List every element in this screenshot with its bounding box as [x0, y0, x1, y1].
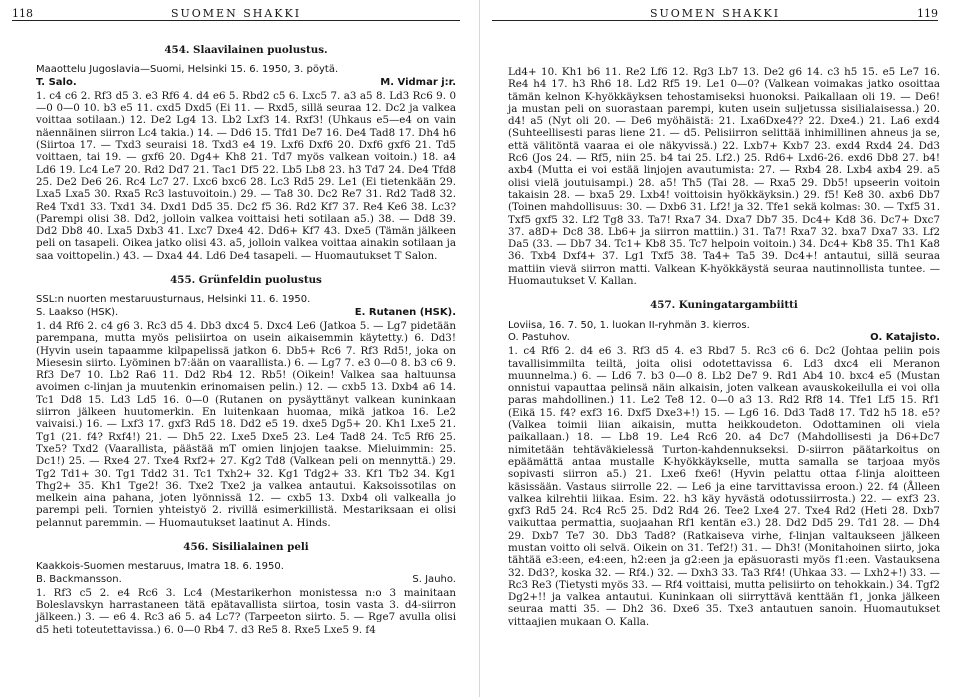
game-players — [36, 307, 456, 319]
black-player: E. Rutanen (HSK). — [354, 306, 456, 318]
game-moves: 1. Rf3 c5 2. e4 Rc6 3. Lc4 (Mestarikerhon monistessa n:o 3 mainitaan Boleslavskyn harrastaneen tätä epätavallista siirtoa, tosin vasta 3. d4-siirron jälkeen.) 3. — e6 4. Rc3 a6 5. a4 Lc7? (Tarpeeton siirto. 5. — Rge7 avulla olisi d5 heti toteutettavissa.) 6. 0—0 Rb4 7. d3 Re5 8. Rxe5 Lxe5 9. f4 — [36, 586, 456, 636]
text-column — [508, 66, 940, 640]
page-number: 118 — [12, 7, 33, 20]
white-player: T. Salo. — [36, 76, 77, 88]
game-title: 457. Kuningatargambiitti — [650, 299, 798, 312]
game-event: Kaakkois-Suomen mestaruus, Imatra 18. 6. 1950. — [36, 561, 284, 573]
game-title: 454. Slaavilainen puolustus. — [164, 44, 328, 56]
white-player: O. Pastuhov. — [508, 331, 570, 343]
game-moves: 1. c4 c6 2. Rf3 d5 3. e3 Rf6 4. d4 e6 5. Rbd2 c5 6. Lxc5 7. a3 a5 8. Ld3 Rc6 9. 0—0 0—0 10. b3 e5 11. cxd5 Dxd5 (Ei 11. — Rxd5, sillä seuraa 12. Dc2 ja valkea voittaa sotilaan.) 12. De2 Lg4 13. Lb2 Lxf3 14. Rxf3! (Uhkaus e5—e4 on vain näennäinen siirron Lc4 takia.) 14. — Dd6 15. Tfd1 De7 16. De4 Tad8 17. Dh4 h6 (Siirtoa 17. — Txd3 seuraisi 18. Txd3 e4 19. Lxf6 Dxf6 20. Dxf6 gxf6 21. Td5 voittaen, tai 19. — gxf6 20. Dg4+ Kh8 21. Td7 myös valkean voitoin.) 18. a4 Ld6 19. Lc4 Le7 20. Rd2 Dd7 21. Tac1 Df5 22. Lb5 Lb8 23. h3 Td7 24. De4 Tfd8 25. De2 De6 26. Rc4 Lc7 27. Lxc6 bxc6 28. Lc3 Rd5 29. Le1 (Ei tietenkään 29. Lxa5 Lxa5 30. Rxa5 Rc3 lastuvoitoin.) 29. — Ta8 30. Dc2 Re7 31. Rd2 Tad8 32. Re4 Txd1 33. Txd1 34. Dxd1 Dd5 35. Dc2 f5 36. Rd2 Kf7 37. Re4 Ke6 38. Lc3? (Parempi olisi 38. Dd2, jolloin valkea voittaisi heti sotilaan a5.) 38. — Dd8 39. Dd2 Db8 40. Lxa5 Dxb3 41. Lxc7 Dxe4 42. Dd6+ Kf7 43. Dxe5 (Tämän jälkeen peli on tasapeli. Oikea jatko olisi 43. a5, jolloin valkea voittaa ainakin sotilaan ja saa voittopelin.) 43. — Dxa4 44. Ld6 De4 tasapeli. — Huomautukset T Salon. — [36, 89, 456, 262]
right-page — [480, 0, 960, 697]
game-players — [36, 77, 456, 89]
game-456 — [36, 541, 456, 636]
game-event: Loviisa, 16. 7. 50, 1. luokan II-ryhmän 3. kierros. — [508, 319, 750, 331]
game-454 — [36, 44, 456, 262]
game-moves: 1. c4 Rf6 2. d4 e6 3. Rf3 d5 4. e3 Rbd7 5. Rc3 c6 6. Dc2 (Johtaa peliin pois tavallisimmilta teiltä, joita olisi odotettavissa 6. Ld3 dxc4 eli Meranon muunnelma.) 6. — Ld6 7. b3 0—0 8. Lb2 De7 9. Rd1 Ab4 10. bxc4 e5 (Mustan onnistui vapauttaa pelinsä näin alkaisin, joten valkean avauskokeilulla ei voi olla paras mahdollinen.) 11. Le2 Te8 12. 0—0 a3 13. Rd2 Rf8 14. Tfe1 Lf5 15. Rf1 (Eikä 15. f4? exf3 16. Dxf5 Dxe3+!) 15. — Lg6 16. Dd3 Tad8 17. Td2 h5 18. e5? (Valkea toimii liian aikaisin, mutta heikkoudeton. Odottaminen oli viela paikallaan.) 18. — Lb8 19. Le4 Rc6 20. a4 Dc7 (Mahdollisesti ja D6+Dc7 nimitetään tehtäväkielessä Turton-kahdennukseksi. D-siirron päätarkoitus on epäämättä antaa mustalle K-hyökkäykselle, mutta samalla se tarjoaa myös sopivasti siirron a5.) 21. Lxe6 fxe6! (Hyvin pelattu ottaa f-linja aloitteen käsissään. Vastaus siirrolle 22. — Le6 ja eine tarvittavissa eroon.) 22. f4 (Ålleen valkea kilrehtii liikaa. Esim. 22. h3 käy hyvästä odotussiirrosta.) 22. — exf3 23. gxf3 Rd5 24. Rc4 Rc5 25. Dd2 Rd4 26. Tee2 Lxe4 27. Txe4 Rd2 (Heti 28. Dxb7 vaikuttaa permattia, suojaahan Rf1 kentän e3.) 28. Dd2 Dd5 29. Td1 28. — Dh4 29. Dxb7 Te7 30. Db3 Tad8? (Ratkaiseva virhe, f-linjan valtaukseen jälkeen mustan voitto oli selvä. Oikein on 31. Tef2!) 31. — Dh3! (Monitahoinen siirto, joka tähtää e3:een, e4:een, h2:een ja g2:een ja epäsuorasti myös f1:een. Vastauksena 32. Dd3?, koska 32. — Rf4.) 32. — Dxh3 33. Ta3 Rf4! (Uhkaa 33. — Lxh2+!) 33. — Rc3 Re3 (Tietysti myös 33. — Rf4 voittaisi, mutta pelisiirto on tehokkain.) 34. Tgf2 Dg2+!! ja valkea antautui. Kuninkaan oli siirryttävä kenttään f1, jonka jälkeen seuraa matti 35. — Dh2 36. Dxe6 35. Txe3 antautuen sanoin. Huomautukset vittaajien mukaan O. Kalla. — [508, 345, 940, 628]
white-player: S. Laakso (HSK). — [36, 306, 119, 318]
game-players — [36, 574, 456, 586]
game-event: SSL:n nuorten mestaruusturnaus, Helsinki 11. 6. 1950. — [36, 294, 311, 306]
game-455 — [36, 274, 456, 529]
game-event: Maaottelu Jugoslavia—Suomi, Helsinki 15. 6. 1950, 3. pöytä. — [36, 64, 339, 76]
game-457 — [508, 299, 940, 628]
game-moves: Ld4+ 10. Kh1 b6 11. Re2 Lf6 12. Rg3 Lb7 13. De2 g6 14. c3 h5 15. e5 Le7 16. Re4 h4 17. h3 Rh6 18. Ld2 Rf5 19. Le1 0—0? (Valkean voimakas jatko osoittaa tämän kelnon K-hyökkäyksen tehostamiseksi huonoksi. Paikallaan oli 19. — De6! ja mustan peli on suorastaan parempi, kuten usein suljetussa sisilialaisessa.) 20. d4! a5 (Nyt oli 20. — De6 myöhäistä: 21. Lxa6Dxe4?? 22. Dxe4.) 21. La6 exd4 (Suhteellisesti paras liene 21. — d5. Pelisiirron selittää inhimillinen ahneus ja se, että välitöntä vaaraa ei ole näkyvissä.) 22. Lxb7+ Kxb7 23. exd4 Rxd4 24. Dd3 Rc6 (Jos 24. — Rf5, niin 25. b4 tai 25. Lf2.) 25. Rd6+ Lxd6-26. exd6 Db8 27. b4! axb4 (Mutta ei voi estää linjojen avautumista: 27. — Rxb4 28. Lxb4 axb4 29. a5 olisi vielä joutuisampi.) 28. a5! Th5 (Tai 28. — Rxa5 29. Db5! upseerin voitoin takaisin 28. — bxa5 29. Lxb4! voittoisin hyökkäyksin.) 29. f5! Ke8 30. axb6 Db7 (Toinen mahdollisuus: 30. — Dxb6 31. Lf2! ja 32. Tfe1 sekä kolmas: 30. — Txf5 31. Txf5 gxf5 32. Lf2 Tg8 33. Ta7! Rxa7 34. Dxa7 Db7 35. Dc4+ Kd8 36. Dc7+ Dxc7 37. a8D+ Dc8 38. Lb6+ ja siirron mattiin.) 31. Ta7! Rxa7 32. bxa7 Dxa7 33. Lf2 Da5 (33. — Db7 34. Tc1+ Kb8 35. Tc7 helpoin voitoin.) 34. Dc4+ Kb8 35. Th1 Ka8 36. Txb4 Dxf4+ 37. Lg1 Txf5 38. Ta4+ Ta5 39. Dc4+! antautui, sillä seuraa mattiin vievä siirron matti. Valkean K-hyökkäystä seuraa nautinnollista tuntee. — Huomautukset V. Kallan. — [508, 66, 940, 288]
running-head: SUOMEN SHAKKI — [649, 7, 781, 20]
game-moves: 1. d4 Rf6 2. c4 g6 3. Rc3 d5 4. Db3 dxc4 5. Dxc4 Le6 (Jatkoa 5. — Lg7 pidetään parempana, mutta myös pelisiirtoa on usein aikaisemmin käytetty.) 6. Dd3! (Hyvin usein tapaamme kilpapelissä jatkon 6. Db5+ Rc6 7. Rf3 Rd5!, joka on Miesesin siirto. Lyöminen b7:ään on vaarallista.) 6. — Lg7 7. e3 0—0 8. b3 c6 9. Rf3 De7 10. Lb2 Ra6 11. Dd2 Rb4 12. Rb5! (Oikein! Valkea saa haltuunsa avoimen c-linjan ja muutenkin erinomaisen pelin.) 12. — cxb5 13. Dxb4 a6 14. Tc1 Dd8 15. Ld3 Ld5 16. 0—0 (Rutanen on pysäyttänyt valkean kuninkaan siirron jälkeen huutomerkin. En luitenkaan huomaa, mikä jatkoa 16. Le2 vaivaisi.) 16. — Lxf3 17. gxf3 Rd5 18. Dd2 e5 19. dxe5 Dg5+ 20. Kh1 Lxe5 21. Tg1 (21. f4? Rxf4!) 21. — Dh5 22. Lxe5 Dxe5 23. Le4 Tad8 24. Tc5 Rf6 25. Txe5? Txd2 (Vaarallista, päästää mT omien linjojen taakse. Mieluimmin: 25. Dc1!) 25. — Rxe4 27. Txe4 Rxf2+ 27. Kg2 Td8 (Valkean peli on mennyttä.) 29. Tg2 Td1+ 30. Tg1 Tdd2 31. Tc1 Txh2+ 32. Kg1 Tdg2+ 33. Kf1 Tb2 34. Kg1 Thg2+ 35. Kh1 Tge2! 36. Txe2 Txe2 ja valkea antautui. Kaksoissotilas on melkein aina pahana, joten lyönnissä 12. — cxb5 13. Dxb4 oli valkealla jo parempi peli. Tornien yhteistyö 2. rivillä esimerkillistä. Mestariksaan ei olisi pelannut paremmin. — Huomautukset laatinut A. Hinds. — [36, 319, 456, 529]
text-column — [36, 44, 456, 648]
game-456-continuation — [508, 66, 940, 287]
page-header — [12, 7, 460, 21]
page-number: 119 — [917, 7, 938, 20]
black-player: S. Jauho. — [412, 573, 456, 585]
game-title: 456. Sisilialainen peli — [183, 540, 309, 553]
running-head: SUOMEN SHAKKI — [170, 7, 302, 20]
page-header — [492, 7, 938, 21]
game-players — [508, 332, 940, 344]
white-player: B. Backmansson. — [36, 573, 122, 585]
game-title: 455. Grünfeldin puolustus — [170, 274, 322, 287]
black-player: O. Katajisto. — [870, 331, 940, 343]
black-player: M. Vidmar j:r. — [380, 76, 456, 88]
